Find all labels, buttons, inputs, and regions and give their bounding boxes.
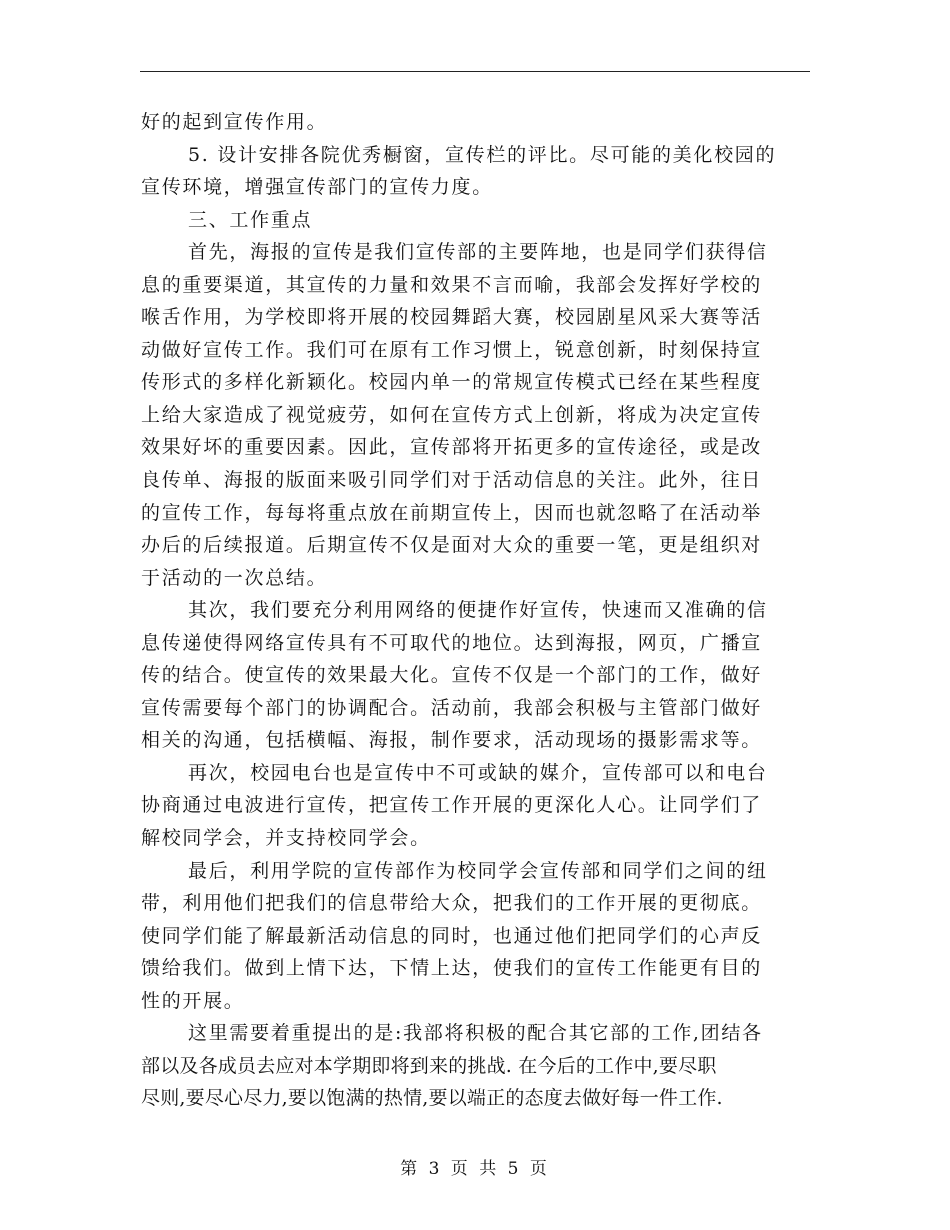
section-heading: 三、工作重点 [188,208,313,231]
text-line: 协商通过电波进行宣传，把宣传工作开展的更深化人心。让同学们了 [141,794,763,817]
text-line: 使同学们能了解最新活动信息的同时，也通过他们把同学们的心声反 [141,924,763,947]
text-line: 解校同学会，并支持校同学会。 [141,827,431,850]
text-line: 宣传环境，增强宣传部门的宣传力度。 [141,176,493,199]
text-line: 这里需要着重提出的是:我部将积极的配合其它部的工作,团结各 [188,1022,763,1045]
text-line: 息传递使得网络宣传具有不可取代的地位。达到海报，网页，广播宣 [141,631,763,654]
text-line: 办后的后续报道。后期宣传不仅是面对大众的重要一笔，更是组织对 [141,534,763,557]
text-line: 传的结合。使宣传的效果最大化。宣传不仅是一个部门的工作，做好 [141,664,763,687]
text-line: 息的重要渠道，其宣传的力量和效果不言而喻，我部会发挥好学校的 [141,273,763,296]
text-line: 再次，校园电台也是宣传中不可或缺的媒介，宣传部可以和电台 [188,761,768,784]
text-line: 尽则,要尽心尽力,要以饱满的热情,要以端正的态度去做好每一件工作. [141,1087,723,1110]
text-line: 的宣传工作，每每将重点放在前期宣传上，因而也就忽略了在活动举 [141,501,763,524]
text-line: 效果好坏的重要因素。因此，宣传部将开拓更多的宣传途径，或是改 [141,436,763,459]
text-line: 首先，海报的宣传是我们宣传部的主要阵地，也是同学们获得信 [188,241,768,264]
text-line: 相关的沟通，包括横幅、海报，制作要求，活动现场的摄影需求等。 [141,729,763,752]
text-line: 性的开展。 [141,989,245,1012]
text-line: 5. 设计安排各院优秀橱窗，宣传栏的评比。尽可能的美化校园的 [188,143,777,166]
text-line: 带，利用他们把我们的信息带给大众，把我们的工作开展的更彻底。 [141,892,763,915]
text-line: 部以及各成员去应对本学期即将到来的挑战. 在今后的工作中,要尽职 [141,1054,717,1077]
text-line: 好的起到宣传作用。 [141,111,328,133]
text-line: 于活动的一次总结。 [141,566,328,589]
text-line: 传形式的多样化新颖化。校园内单一的常规宣传模式已经在某些程度 [141,371,763,394]
text-line: 良传单、海报的版面来吸引同学们对于活动信息的关注。此外，往日 [141,469,763,492]
document-body [141,106,809,1115]
text-line: 喉舌作用，为学校即将开展的校园舞蹈大赛，校园剧星风采大赛等活 [141,306,763,329]
text-line: 馈给我们。做到上情下达，下情上达，使我们的宣传工作能更有目的 [141,957,763,980]
text-line: 动做好宣传工作。我们可在原有工作习惯上，锐意创新，时刻保持宣 [141,338,763,361]
text-line: 上给大家造成了视觉疲劳，如何在宣传方式上创新，将成为决定宣传 [141,403,763,426]
page-number-footer: 第 3 页 共 5 页 [400,1159,550,1179]
text-line: 其次，我们要充分利用网络的便捷作好宣传，快速而又准确的信 [188,599,768,622]
text-line: 最后，利用学院的宣传部作为校同学会宣传部和同学们之间的纽 [188,859,768,882]
text-line: 宣传需要每个部门的协调配合。活动前，我部会积极与主管部门做好 [141,696,763,719]
header-rule [140,71,810,72]
